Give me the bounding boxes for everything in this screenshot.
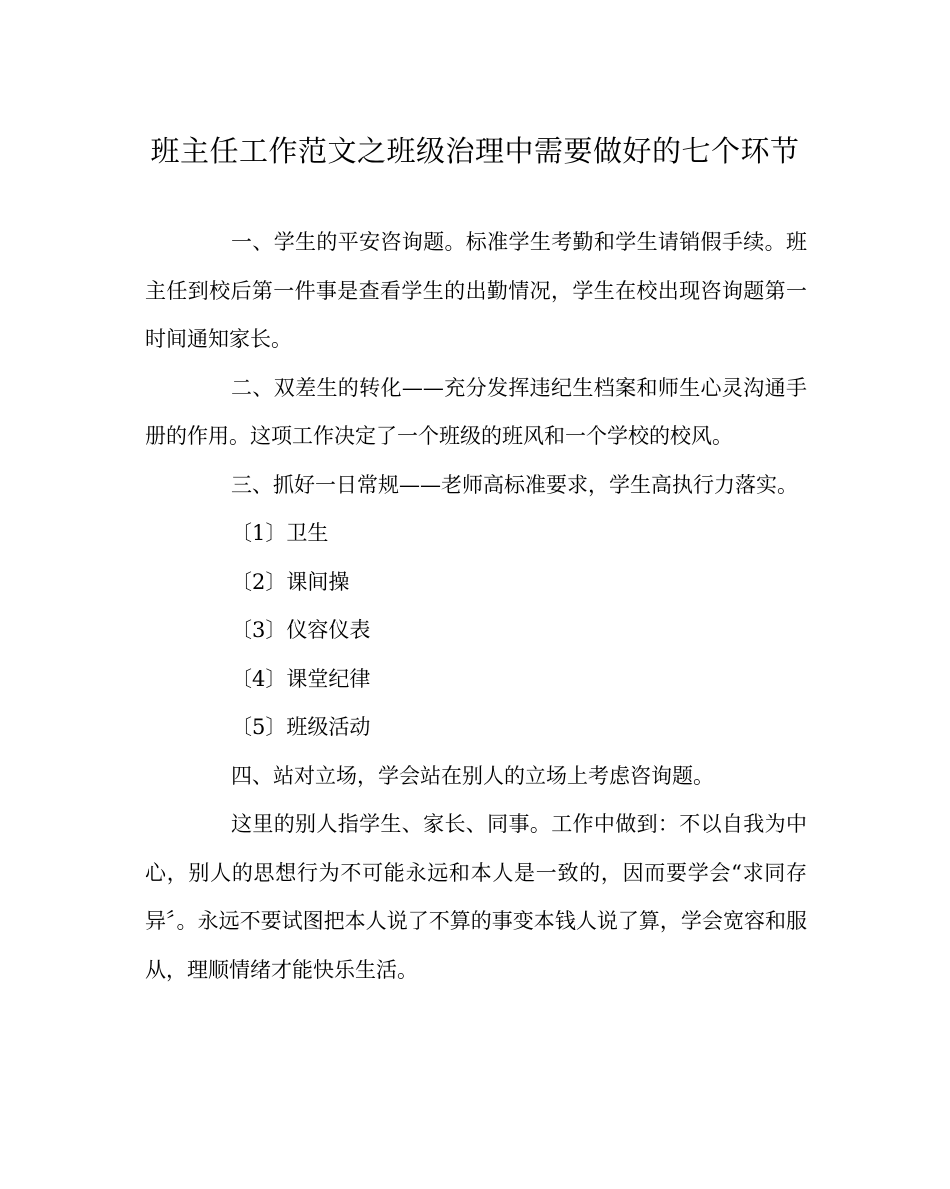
list-item-3: 〔3〕仪容仪表 bbox=[231, 618, 371, 642]
document-title: 班主任工作范文之班级治理中需要做好的七个环节 bbox=[150, 134, 800, 168]
list-item-4: 〔4〕课堂纪律 bbox=[231, 666, 371, 691]
paragraph-4: 四、站对立场，学会站在别人的立场上考虑咨询题。 bbox=[231, 763, 714, 788]
paragraph-2: 二、双差生的转化——充分发挥违纪生档案和师生心灵沟通手册的作用。这项工作决定了一个班级的班风和一个学校的校风。 bbox=[145, 375, 807, 448]
document-body bbox=[145, 218, 807, 994]
paragraph-1: 一、学生的平安咨询题。标准学生考勤和学生请销假手续。班主任到校后第一件事是查看学生的出勤情况，学生在校出现咨询题第一时间通知家长。 bbox=[145, 230, 807, 351]
paragraph-5: 这里的别人指学生、家长、同事。工作中做到：不以自我为中心，别人的思想行为不可能永远和本人是一致的，因而要学会“求同存异〞。永远不要试图把本人说了不算的事变本钱人说了算，学会宽容和服从，理顺情绪才能快乐生活。 bbox=[145, 812, 807, 982]
list-item-1: 〔1〕卫生 bbox=[231, 521, 329, 545]
paragraph-3: 三、抓好一日常规——老师高标准要求，学生高执行力落实。 bbox=[231, 472, 798, 497]
list-item-2: 〔2〕课间操 bbox=[231, 569, 350, 594]
list-item-5: 〔5〕班级活动 bbox=[231, 715, 371, 739]
